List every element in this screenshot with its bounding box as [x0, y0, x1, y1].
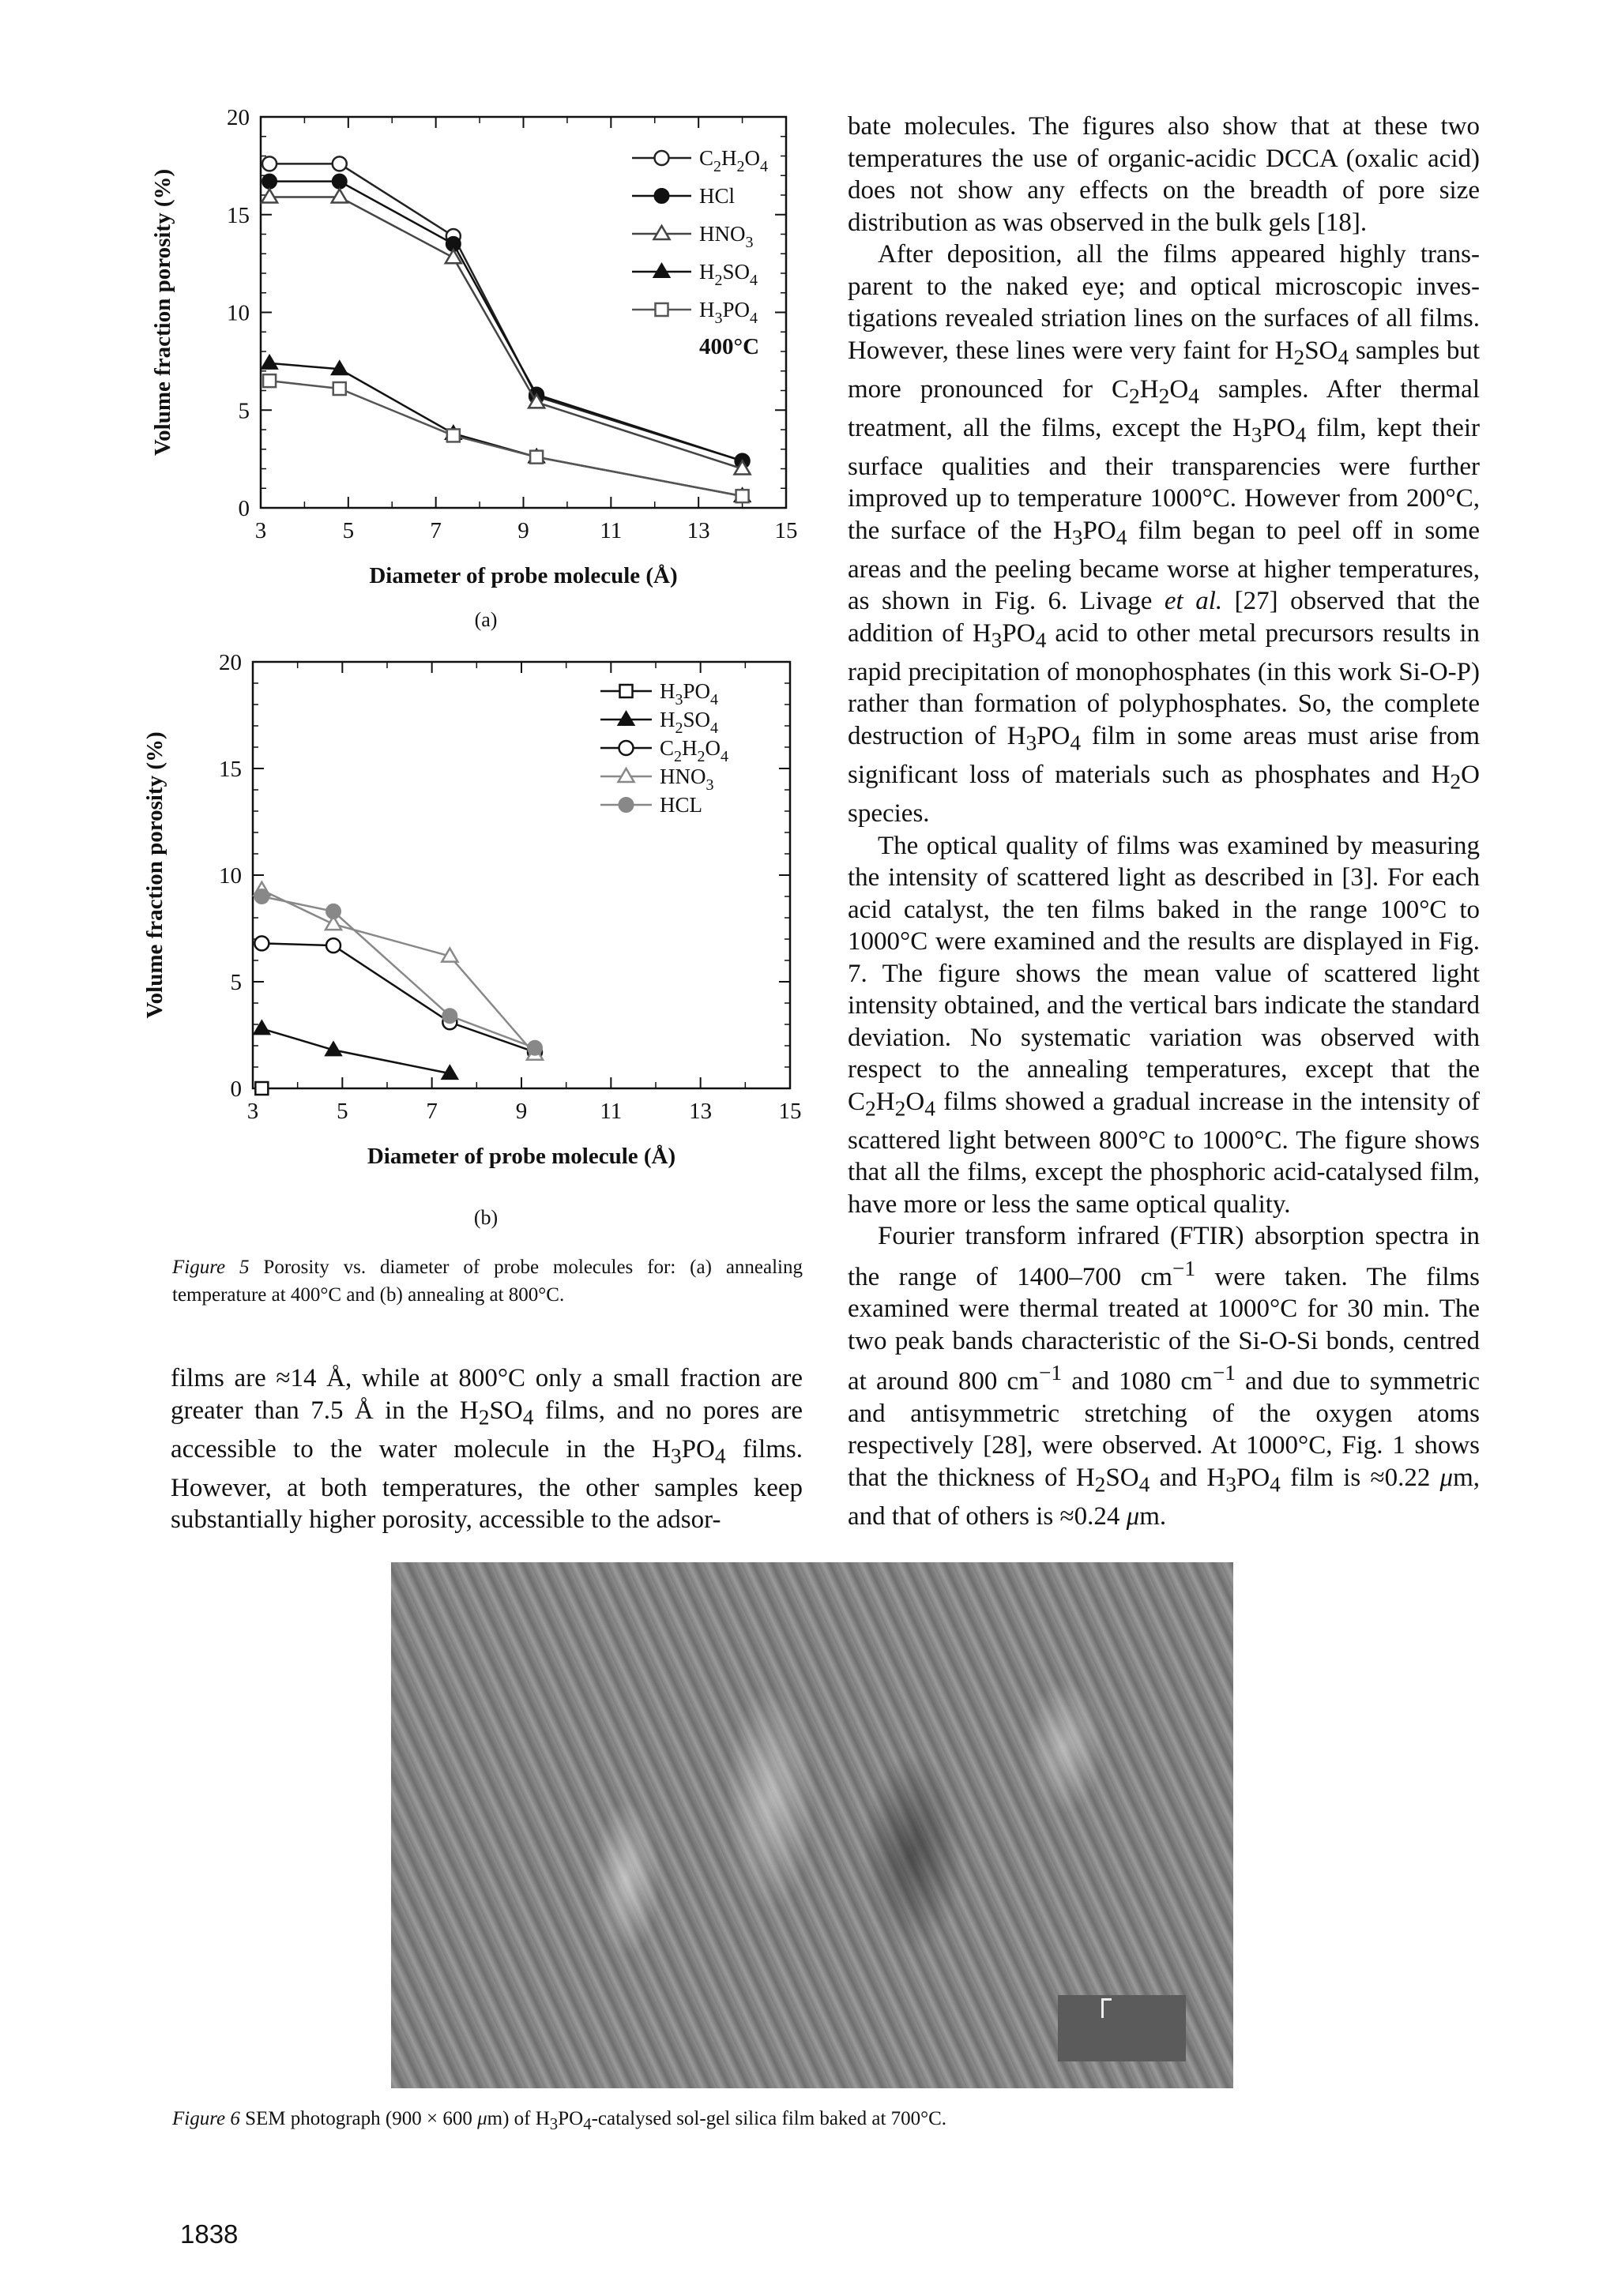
legend-label-c2h2o4-a: $C_2H_2O_4$: [699, 146, 769, 175]
y-tick-label-a: 10: [227, 300, 250, 326]
legend-label-hno3-a: $HNO_3$: [699, 222, 754, 251]
x-tick-label-a: 11: [600, 518, 623, 543]
series-line-c2h2o4-b: [262, 943, 535, 1052]
y-tick-label-a: 20: [227, 105, 250, 130]
y-tick-label-b: 5: [230, 970, 242, 995]
x-tick-label-b: 13: [689, 1099, 713, 1124]
x-tick-label-a: 7: [430, 518, 442, 543]
legend-label-hno3-b: $HNO_3$: [660, 765, 714, 794]
series-line-h2so4-b: [262, 1028, 450, 1073]
x-tick-label-a: 5: [342, 518, 355, 543]
series-line-hno3-b: [262, 890, 535, 1054]
figure-5-caption-text: Porosity vs. diameter of probe molecules for: (a) annealing temperature at 400°C and (b) annealing at 800°C.: [172, 1257, 803, 1306]
x-tick-label-b: 9: [515, 1099, 528, 1124]
series-line-hno3-a: [269, 197, 743, 468]
legend-marker-c2h2o4-b: [619, 741, 634, 755]
legend-label-h2so4-b: $H_2SO_4$: [660, 708, 719, 737]
legend-label-c2h2o4-b: $C_2H_2O_4$: [660, 736, 729, 765]
x-tick-label-b: 7: [426, 1099, 438, 1124]
series-c2h2o4-b: [254, 936, 542, 1059]
legend-label-h2so4-a: $H_2SO_4$: [699, 260, 758, 289]
legend-marker-hno3-b: [619, 768, 634, 782]
legend-marker-h2so4-a: [654, 264, 670, 277]
y-tick-label-a: 15: [227, 202, 250, 228]
series-line-c2h2o4-a: [269, 163, 743, 460]
right-paragraph-4: Fourier transform infrared (FTIR) absorption spectra in the range of 1400–700 $cm^{-1}$ were taken. The films examined were thermal treated at 1000°C for 30 min. The two peak bands characteristic of the Si-O-Si bonds, centred at around 800 $cm^{-1}$ and 1080 $cm^{-1}$ and due to symmetric and antisymmetric stretching of the oxygen atoms respectively [28], were observed. At 1000°C, Fig. 1 shows that the thickness of $H_2SO_4$ and $H_3PO_4$ film is ≈0.22 μm, and that of others is ≈0.24 μm.: [848, 1222, 1481, 1531]
figure-6-caption-text: SEM photograph (900 × 600 μm) of $H_3PO_4$-catalysed sol-gel silica film baked at 700°C.: [245, 2108, 947, 2133]
data-point-c2h2o4-b: [326, 938, 341, 953]
y-tick-label-b: 20: [219, 650, 242, 675]
figure-5a-chart: [150, 103, 830, 624]
data-point-c2h2o4-b: [254, 936, 269, 950]
data-point-hno3-a: [332, 189, 348, 202]
legend-marker-hcl-a: [655, 189, 669, 203]
series-h3po4-b: [255, 1082, 268, 1095]
data-point-c2h2o4-a: [333, 156, 347, 171]
data-point-hno3-a: [446, 250, 461, 263]
y-axis-title-a: Volume fraction porosity (%): [150, 168, 175, 457]
figure-5b-label: (b): [473, 1206, 499, 1229]
figure-5a-label: (a): [474, 608, 498, 631]
data-point-h3po4-a: [530, 451, 543, 464]
x-tick-label-b: 5: [337, 1099, 348, 1124]
sem-scale-bar: [1058, 1995, 1186, 2061]
series-line-hcl-b: [262, 896, 535, 1048]
x-tick-label-a: 15: [774, 518, 798, 543]
y-tick-label-a: 5: [238, 398, 250, 424]
y-tick-label-b: 15: [219, 757, 242, 782]
page-number: 1838: [180, 2219, 239, 2249]
data-point-h3po4-a: [263, 374, 276, 387]
data-point-h3po4-a: [447, 429, 460, 442]
figure-6-caption-label: Figure 6: [172, 2108, 240, 2129]
legend-label-h3po4-b: $H_3PO_4$: [660, 679, 719, 708]
data-point-h3po4-b: [255, 1082, 268, 1095]
y-tick-label-b: 0: [230, 1077, 242, 1102]
y-tick-label-a: 0: [238, 496, 250, 521]
legend-b: [600, 679, 728, 817]
right-paragraph-2: After deposition, all the films appeared highly transparent to the naked eye; and optical microscopic investigations revealed striation lines on the surfaces of all films. However, these lines were very faint for $H_2SO_4$ samples but more pronounced for $C_2H_2O_4$ samples. After thermal treatment, all the films, except the $H_3PO_4$ film, kept their surface qualities and their transparencies were further improved up to temperature 1000°C. However from 200°C, the surface of the $H_3PO_4$ film began to peel off in some areas and the peeling became worse at higher temperatures, as shown in Fig. 6. Livage et al. [27] observed that the addition of $H_3PO_4$ acid to other metal precursors results in rapid precipitation of monophosphates (in this work Si-O-P) rather than formation of polyphosphates. So, the complete destruction of $H_3PO_4$ film in some areas must arise from significant loss of materials such as phosphates and $H_2O$ species.: [848, 240, 1481, 829]
data-point-h2so4-b: [254, 1020, 269, 1034]
data-point-hcl-b: [442, 1009, 457, 1023]
data-point-h3po4-a: [736, 490, 749, 502]
data-point-h3po4-a: [333, 382, 346, 395]
figure-5-caption-label: Figure 5: [172, 1257, 250, 1278]
x-tick-label-b: 11: [600, 1099, 623, 1124]
data-point-hcl-b: [528, 1041, 542, 1055]
legend-marker-h3po4-b: [620, 685, 633, 697]
series-h2so4-a: [262, 355, 751, 502]
legend-label-hcl-a: HCl: [699, 184, 736, 208]
right-column-text: [848, 111, 1480, 1532]
legend-label-h3po4-a: $H_3PO_4$: [699, 298, 758, 327]
legend-marker-hno3-a: [654, 226, 670, 239]
data-point-c2h2o4-a: [262, 156, 277, 171]
temperature-annotation-a: 400°C: [699, 334, 760, 359]
data-point-hcl-a: [262, 175, 277, 189]
series-hcl-b: [254, 889, 542, 1055]
legend-label-hcl-b: HCL: [660, 793, 702, 817]
data-point-h2so4-a: [262, 355, 277, 369]
data-point-hcl-a: [333, 175, 347, 189]
data-point-hno3-a: [262, 189, 277, 202]
right-paragraph-3: The optical quality of films was examined by measuring the intensity of scattered light as described in [3]. For each acid catalyst, the ten films baked in the range 100°C to 1000°C were examined and the results are displayed in Fig. 7. The figure shows the mean value of scattered light intensity obtained, and the vertical bars indicate the standard deviation. No systematic variation was observed with respect to the annealing temperatures, except that the $C_2H_2O_4$ films showed a gradual increase in the intensity of scattered light between 800°C to 1000°C. The figure shows that all the films, except the phosphoric acid-catalysed film, have more or less the same optical quality.: [848, 831, 1480, 1219]
data-point-hcl-b: [254, 889, 269, 904]
figure-5b-chart: [142, 648, 830, 1193]
legend-marker-c2h2o4-a: [655, 151, 669, 165]
y-axis-title-b: Volume fraction porosity (%): [142, 731, 167, 1019]
x-tick-label-a: 9: [517, 518, 529, 543]
y-tick-label-b: 10: [219, 863, 242, 889]
x-tick-label-b: 15: [778, 1099, 802, 1124]
sem-scale-marker: [1101, 1998, 1112, 2018]
series-line-hcl-a: [269, 182, 743, 461]
data-point-hcl-b: [326, 904, 341, 919]
right-paragraph-1: bate molecules. The figures also show that at these two temperatures the use of organic-acidic DCCA (oxalic acid) does not show any effects on the breadth of pore size distribution as was observed in the bulk gels [18].: [848, 112, 1480, 237]
x-axis-title-b: Diameter of probe molecule (Å): [367, 1144, 676, 1169]
left-paragraph-1: films are ≈14 Å, while at 800°C only a small fraction are greater than 7.5 Å in the $H_2SO_4$ films, and no pores are accessible to the water molecule in the $H_3PO_4$ films. However, at both temperatures, the other samples keep substantially higher porosity, accessible to the adsor-: [171, 1364, 803, 1535]
legend-marker-hcl-b: [619, 798, 634, 812]
legend-a: [632, 146, 768, 327]
sem-photograph: [391, 1562, 1233, 2088]
x-axis-title-a: Diameter of probe molecule (Å): [369, 563, 678, 588]
x-tick-label-a: 3: [254, 518, 267, 543]
series-hcl-a: [262, 175, 750, 468]
legend-marker-h2so4-b: [619, 712, 634, 725]
figure-6-caption: [172, 2105, 1468, 2138]
figure-5-caption: [172, 1253, 803, 1309]
x-tick-label-b: 3: [246, 1099, 259, 1124]
left-column-text: [171, 1362, 803, 1536]
series-hno3-a: [262, 189, 751, 474]
legend-marker-h3po4-a: [656, 303, 668, 316]
series-h2so4-b: [254, 1020, 457, 1079]
x-tick-label-a: 13: [687, 518, 710, 543]
